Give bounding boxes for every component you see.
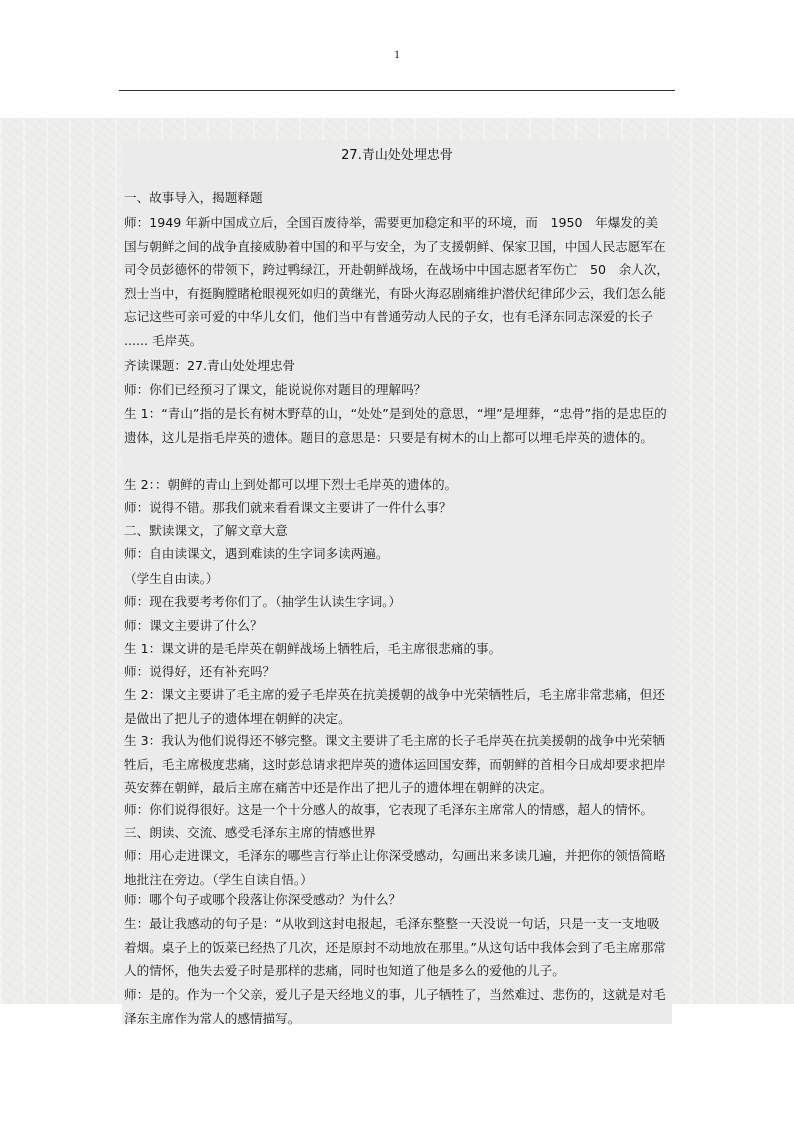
paragraph-student-1-summary: 生 1：课文讲的是毛岸英在朝鲜战场上牺牲后，毛主席很悲痛的事。 [124,641,502,656]
paragraph-read-title: 齐读课题：27.青山处处埋忠骨 [124,358,296,373]
paragraph-close-reading-task: 师：用心走进课文，毛泽东的哪些言行举止让你深受感动，勾画出来多读几遍，并把你的领悟简略地批注在旁边。（学生自读自悟。） [124,848,666,887]
paragraph-teacher-question-1: 师：你们已经预习了课文，能说说你对题目的理解吗？ [124,382,427,397]
paragraph-free-reading: 师：自由读课文，遇到难读的生字词多读两遍。 [124,546,389,561]
paragraph-teacher-question-3: 师：课文主要讲了什么？ [124,618,263,633]
document-title: 27.青山处处埋忠骨 [341,148,453,163]
paragraph-student-2-title-meaning: 生 2：：朝鲜的青山上到处都可以埋下烈士毛岸英的遗体的。 [124,477,458,492]
paragraph-teacher-follow-up: 师：说得好，还有补充吗？ [124,664,276,679]
paragraph-teacher-question-2: 师：说得不错。那我们就来看看课文主要讲了一件什么事？ [124,500,452,515]
page-number: 1 [394,47,400,61]
paragraph-vocab-check: 师：现在我要考考你们了。（抽学生认读生字词。） [124,594,402,609]
paragraph-student-3-summary: 生 3：我认为他们说得还不够完整。课文主要讲了毛主席的长子毛岸英在抗美援朝的战争中光荣牺牲后，毛主席极度悲痛，这时彭总请求把岸英的遗体运回国安葬，而朝鲜的首相今日成却要求把岸英安葬在朝鲜，最后主席在痛苦中还是作出了把儿子的遗体埋在朝鲜的决定。 [124,733,666,796]
paragraph-teacher-question-4: 师：哪个句子或哪个段落让你深受感动？为什么？ [124,892,402,907]
paragraph-intro: 师：1949 年新中国成立后，全国百废待举，需要更加稳定和平的环境，而 1950 年爆发的美国与朝鲜之间的战争直接威胁着中国的和平与安全，为了支援朝鲜、保家卫国，中国人民志愿军在司令员彭德怀的带领下，跨过鸭绿江，开赴朝鲜战场，在战场中中国志愿者军伤亡 50 余人次，烈士当中，有挺胸膛睹枪眼视死如归的黄继光，有卧火海忍剧痛维护潜伏纪律邱少云，我们怎么能忘记这些可亲可爱的中华儿女们，他们当中有普通劳动人民的子女，也有毛泽东同志深爱的长子 ...... 毛岸英。 [124,215,669,348]
paragraph-students-read: （学生自由读。） [124,571,219,586]
section-heading-2: 二、默读课文，了解文章大意 [124,523,288,538]
header-rule [119,90,675,91]
paragraph-student-1-title-meaning: 生 1：“青山”指的是长有树木野草的山，“处处”是到处的意思，“埋”是埋葬，“忠骨”指的是忠臣的遗体，这儿是指毛岸英的遗体。题目的意思是：只要是有树木的山上都可以埋毛岸英的遗体的。 [124,406,667,445]
paragraph-student-moving-sentence: 生：最让我感动的句子是：“从收到这封电报起，毛泽东整整一天没说一句话，只是一支一支地吸着烟。桌子上的饭菜已经热了几次，还是原封不动地放在那里。”从这句话中我体会到了毛主席那常人的情怀，他失去爱子时是那样的悲痛，同时也知道了他是多么的爱他的儿子。 [124,916,666,979]
section-heading-1: 一、故事导入，揭题释题 [124,190,263,205]
section-heading-3: 三、朗读、交流、感受毛泽东主席的情感世界 [124,825,376,840]
paragraph-teacher-praise: 师：你们说得很好。这是一个十分感人的故事，它表现了毛泽东主席常人的情感，超人的情怀。 [124,802,653,817]
paragraph-teacher-conclusion: 师：是的。作为一个父亲，爱儿子是天经地义的事，儿子牺牲了，当然难过、悲伤的，这就是对毛泽东主席作为常人的感情描写。 [124,987,666,1026]
paragraph-student-2-summary: 生 2：课文主要讲了毛主席的爱子毛岸英在抗美援朝的战争中光荣牺牲后，毛主席非常悲痛，但还是做出了把儿子的遗体埋在朝鲜的决定。 [124,687,665,726]
